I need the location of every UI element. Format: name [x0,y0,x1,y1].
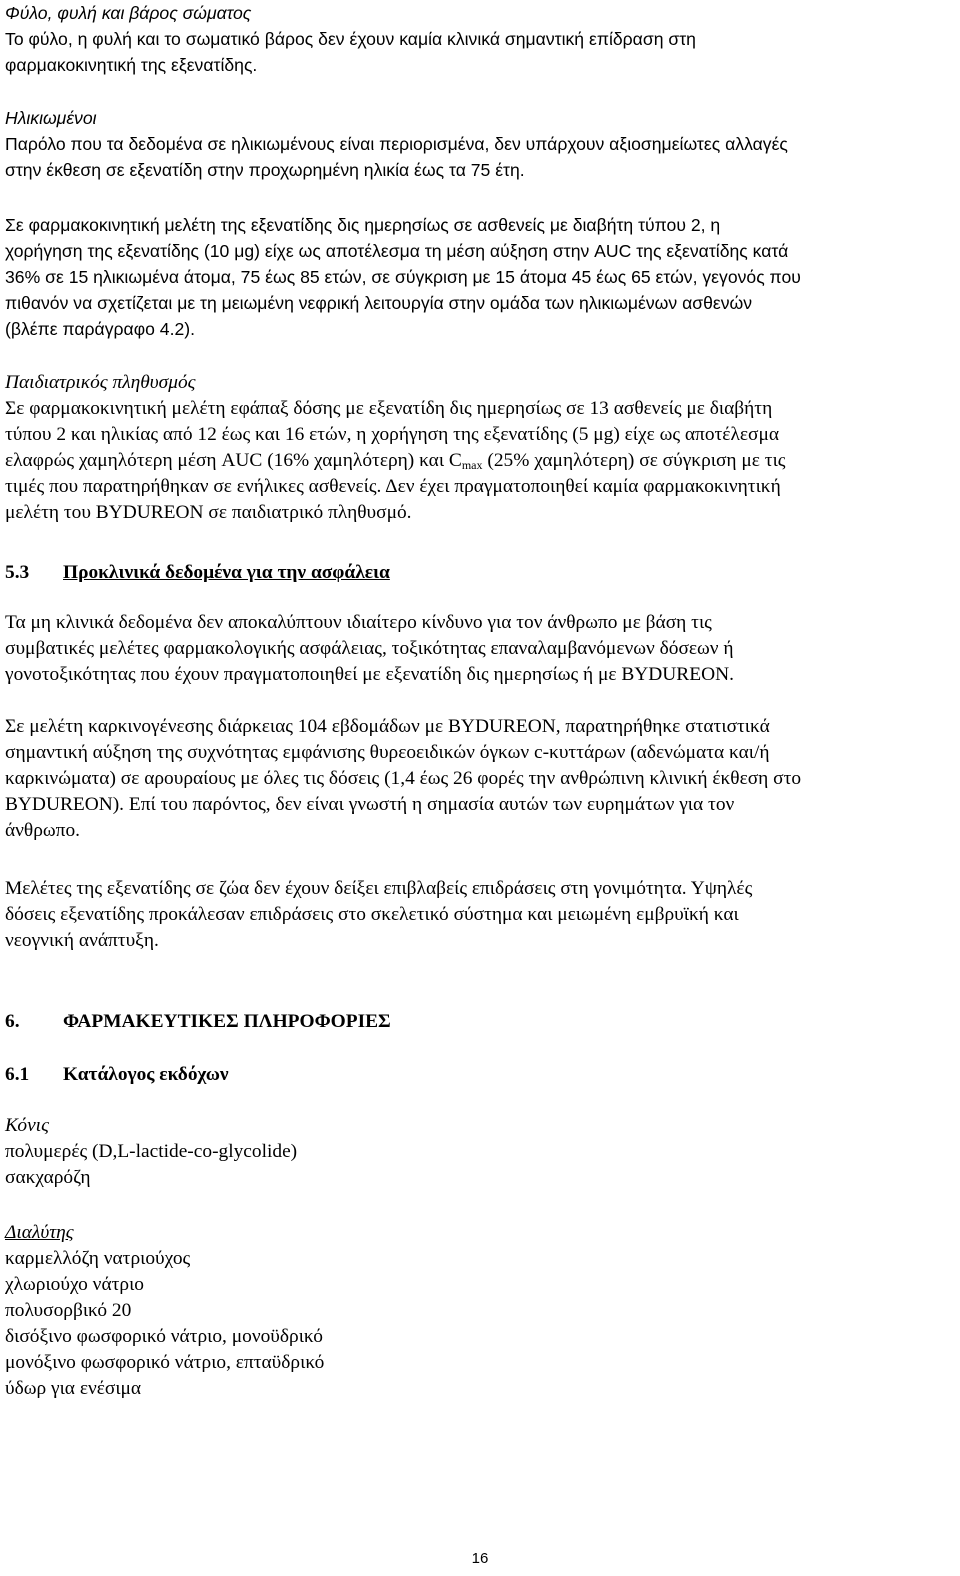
text-line: χορήγηση της εξενατίδης (10 μg) είχε ως αποτέλεσμα τη μέση αύξηση στην AUC της εξενατίδης κατά [5,241,789,261]
text-line: (βλέπε παράγραφο 4.2). [5,319,195,339]
text-fragment: (25% χαμηλότερη) σε σύγκριση με τις [482,450,786,471]
text-line: BYDUREON). Επί του παρόντος, δεν είναι γνωστή η σημασία αυτών των ευρημάτων για τον [5,794,735,815]
text-line: άνθρωπο. [5,820,80,841]
subsection-heading: Ηλικιωμένοι [5,108,97,128]
section-gender-race-weight [5,0,955,78]
section-title: Προκλινικά δεδομένα για την ασφάλεια [63,562,390,583]
text-line: τύπου 2 και ηλικίας από 12 έως και 16 ετών, η χορήγηση της εξενατίδης (5 μg) είχε ως αποτέλεσμα [5,424,780,445]
text-line: 36% σε 15 ηλικιωμένα άτομα, 75 έως 85 ετών, σε σύγκριση με 15 άτομα 45 έως 65 ετών, γεγονός που [5,267,801,287]
text-line: Σε μελέτη καρκινογένεσης διάρκειας 104 εβδομάδων με BYDUREON, παρατηρήθηκε στατιστικά [5,716,770,737]
section-title: Κατάλογος εκδόχων [63,1064,229,1085]
section-title: ΦΑΡΜΑΚΕΥΤΙΚΕΣ ΠΛΗΡΟΦΟΡΙΕΣ [63,1011,391,1032]
list-item: ύδωρ για ενέσιμα [5,1378,142,1399]
list-item: πολυμερές (D,L-lactide-co-glycolide) [5,1141,298,1162]
list-item: καρμελλόζη νατριούχος [5,1248,191,1269]
text-line: Σε φαρμακοκινητική μελέτη της εξενατίδης δις ημερησίως σε ασθενείς με διαβήτη τύπου 2, η [5,215,721,235]
text-line: νεογνική ανάπτυξη. [5,930,159,951]
text-line: τιμές που παρατηρήθηκαν σε ενήλικες ασθενείς. Δεν έχει πραγματοποιηθεί καμία φαρμακοκινητική [5,476,781,497]
text-line: Παρόλο που τα δεδομένα σε ηλικιωμένους είναι περιορισμένα, δεν υπάρχουν αξιοσημείωτες αλλαγές [5,134,788,154]
text-line: γονοτοξικότητας που έχουν πραγματοποιηθεί με εξενατίδη δις ημερησίως ή με BYDUREON. [5,664,734,685]
list-item: σακχαρόζη [5,1167,91,1188]
text-line: σημαντική αύξηση της συχνότητας εμφάνισης θυρεοειδικών όγκων c-κυττάρων (αδενώματα και/ή [5,742,770,763]
list-item: δισόξινο φωσφορικό νάτριο, μονοϋδρικό [5,1326,323,1347]
excipients-powder [5,1113,955,1191]
text-line: στην έκθεση σε εξενατίδη στην προχωρημένη ηλικία έως τα 75 έτη. [5,160,525,180]
section-pediatric [5,370,955,526]
text-line: συμβατικές μελέτες φαρμακολογικής ασφάλειας, τοξικότητας επαναλαμβανόμενων δόσεων ή [5,638,734,659]
text-line: Τα μη κλινικά δεδομένα δεν αποκαλύπτουν ιδιαίτερο κίνδυνο για τον άνθρωπο με βάση τις [5,612,712,633]
page-number: 16 [471,1550,489,1567]
text-line-cmax [5,448,955,474]
text-line: δόσεις εξενατίδης προκάλεσαν επιδράσεις στο σκελετικό σύστημα και μειωμένη εμβρυϊκή και [5,904,739,925]
text-line: πιθανόν να σχετίζεται με τη μειωμένη νεφρική λειτουργία στην ομάδα των ηλικιωμένων ασθενών [5,293,753,313]
preclinical-paragraph-3 [5,876,955,954]
section-heading-6-1 [5,1062,955,1088]
text-line: Μελέτες της εξενατίδης σε ζώα δεν έχουν δείξει επιβλαβείς επιδράσεις στη γονιμότητα. Υψηλές [5,878,753,899]
section-elderly [5,105,955,183]
subsection-heading: Παιδιατρικός πληθυσμός [5,372,196,393]
subsection-heading: Διαλύτης [5,1222,74,1243]
text-line: καρκινώματα) σε αρουραίους με όλες τις δόσεις (1,4 έως 26 φορές την ανθρώπινη κλινική έκθεση στο [5,768,802,789]
section-number: 6.1 [5,1064,30,1085]
section-number: 5.3 [5,562,30,583]
list-item: χλωριούχο νάτριο [5,1274,144,1295]
excipients-solvent [5,1220,955,1402]
text-line: μελέτη του BYDUREON σε παιδιατρικό πληθυσμό. [5,502,412,523]
text-fragment: ελαφρώς χαμηλότερη μέση AUC (16% χαμηλότερη) και C [5,450,462,471]
section-heading-6 [5,1009,955,1035]
subscript-max: max [461,458,483,472]
preclinical-paragraph-1 [5,610,955,688]
text-line: Το φύλο, η φυλή και το σωματικό βάρος δεν έχουν καμία κλινικά σημαντική επίδραση στη [5,29,696,49]
list-item: πολυσορβικό 20 [5,1300,132,1321]
subsection-heading: Κόνις [5,1115,49,1136]
list-item: μονόξινο φωσφορικό νάτριο, επταϋδρικό [5,1352,325,1373]
section-heading-5-3 [5,560,955,586]
text-line: Σε φαρμακοκινητική μελέτη εφάπαξ δόσης με εξενατίδη δις ημερησίως σε 13 ασθενείς με διαβήτη [5,398,773,419]
text-line: φαρμακοκινητική της εξενατίδης. [5,55,258,75]
preclinical-paragraph-2 [5,714,955,844]
elderly-pk-paragraph [5,212,955,342]
subsection-heading: Φύλο, φυλή και βάρος σώματος [5,3,252,23]
section-number: 6. [5,1011,20,1032]
